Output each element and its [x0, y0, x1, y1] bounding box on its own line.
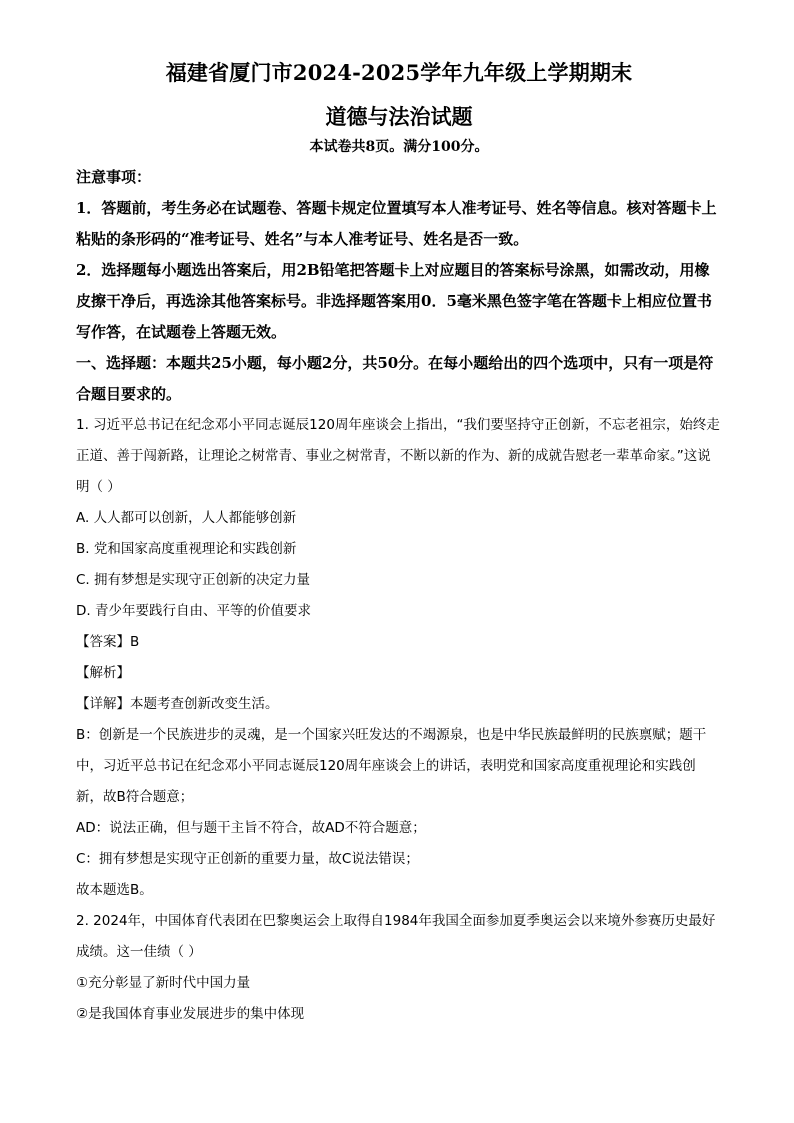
question-1-option-a: A. 人人都可以创新，人人都能够创新: [76, 510, 297, 526]
answer-tag: 【答案】: [76, 634, 130, 650]
answer-value: B: [130, 634, 140, 650]
notice-item-1: 1．答题前，考生务必在试题卷、答题卡规定位置填写本人准考证号、姓名等信息。核对答题卡上粘贴的条形码的“准考证号、姓名”与本人准考证号、姓名是否一致。: [76, 199, 717, 248]
question-2-stem: 2. 2024年，中国体育代表团在巴黎奥运会上取得自1984年我国全面参加夏季奥运会以来境外参赛历史最好成绩。这一佳绩（ ）: [76, 913, 716, 960]
question-1-option-b: B. 党和国家高度重视理论和实践创新: [76, 541, 297, 557]
notice-item-2: 2．选择题每小题选出答案后，用2B铅笔把答题卡上对应题目的答案标号涂黑，如需改动，用橡皮擦干净后，再选涂其他答案标号。非选择题答案用0．5毫米黑色签字笔在答题卡上相应位置书写作答，在试题卷上答题无效。: [76, 261, 712, 341]
question-2-statement-1: ①充分彰显了新时代中国力量: [76, 975, 251, 991]
question-2-statement-2: ②是我国体育事业发展进步的集中体现: [76, 1006, 305, 1022]
conclusion: 故本题选B。: [76, 882, 153, 898]
analysis-tag: 【解析】: [76, 665, 130, 681]
exam-subject-title: 道德与法治试题: [325, 104, 473, 129]
question-1-option-d: D. 青少年要践行自由、平等的价值要求: [76, 603, 311, 619]
exam-title: 福建省厦门市2024-2025学年九年级上学期期末: [165, 60, 633, 85]
explain-b: B：创新是一个民族进步的灵魂，是一个国家兴旺发达的不竭源泉，也是中华民族最鲜明的民族禀赋；题干中，习近平总书记在纪念邓小平同志诞辰120周年座谈会上的讲话，表明党和国家高度重视理论和实践创新，故B符合题意；: [76, 727, 707, 805]
answer-line: [76, 627, 722, 658]
notice-heading: 注意事项：: [76, 168, 152, 186]
explain-c: C：拥有梦想是实现守正创新的重要力量，故C说法错误；: [76, 851, 419, 867]
section-heading: 一、选择题：本题共25小题，每小题2分，共50分。在每小题给出的四个选项中，只有一项是符合题目要求的。: [76, 354, 714, 403]
exam-info: 本试卷共8页。满分100分。: [309, 139, 489, 155]
question-1-stem: 1. 习近平总书记在纪念邓小平同志诞辰120周年座谈会上指出，“我们要坚持守正创新，不忘老祖宗，始终走正道、善于闯新路，让理论之树常青、事业之树常青，不断以新的作为、新的成就告慰老一辈革命家。”这说明（ ）: [76, 417, 720, 495]
explain-ad: AD：说法正确，但与题干主旨不符合，故AD不符合题意；: [76, 820, 426, 836]
question-1-option-c: C. 拥有梦想是实现守正创新的决定力量: [76, 572, 311, 588]
detail-line: 【详解】本题考查创新改变生活。: [76, 696, 279, 712]
